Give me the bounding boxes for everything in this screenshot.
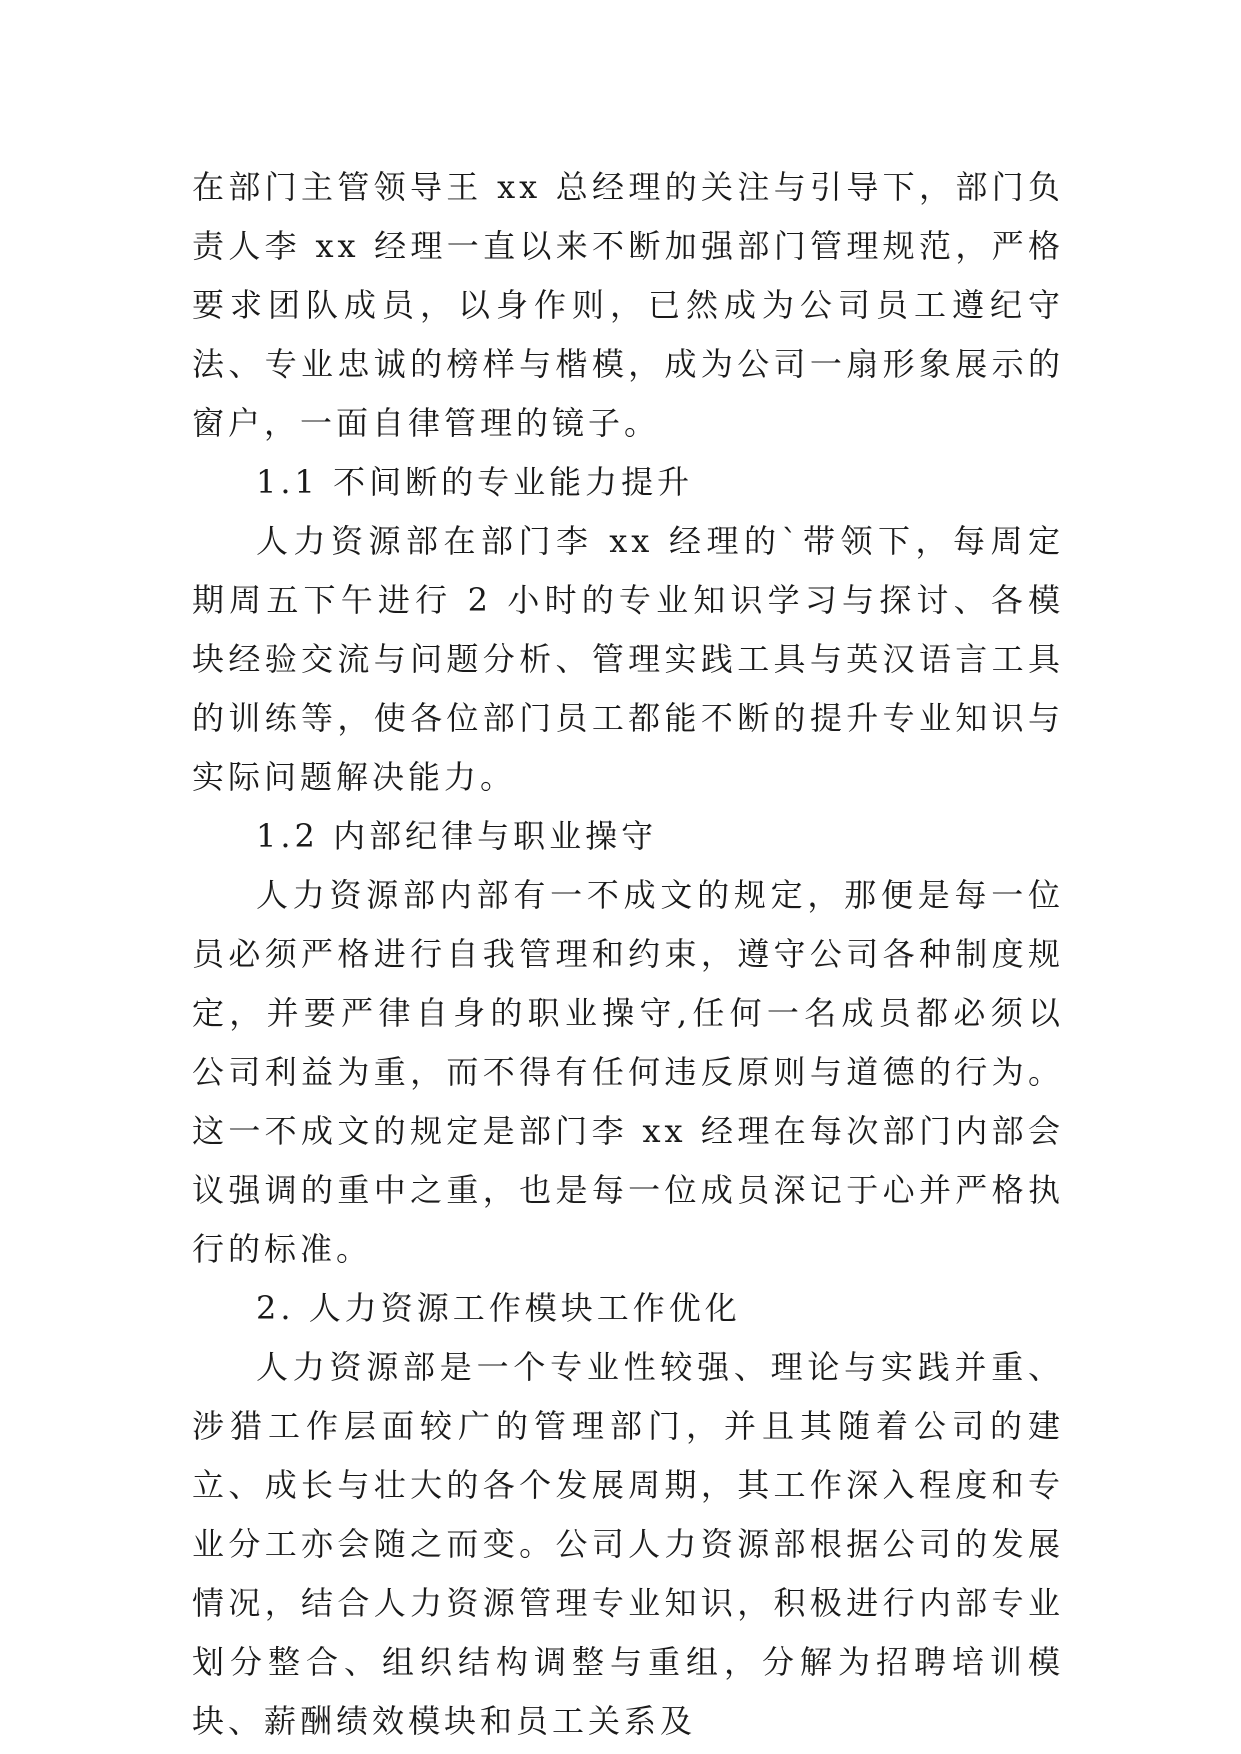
paragraph-intro: 在部门主管领导王 xx 总经理的关注与引导下，部门负责人李 xx 经理一直以来不断加强部门管理规范，严格要求团队成员，以身作则，已然成为公司员工遵纪守法、专业忠诚的榜样与楷模，成为公司一扇形象展示的窗户，一面自律管理的镜子。 xyxy=(192,168,1064,442)
section-heading-2: 2. 人力资源工作模块工作优化 xyxy=(256,1289,741,1327)
paragraph-section-1-1: 人力资源部在部门李 xx 经理的`带领下，每周定期周五下午进行 2 小时的专业知识学习与探讨、各模块经验交流与问题分析、管理实践工具与英汉语言工具的训练等，使各位部门员工都能不断的提升专业知识与实际问题解决能力。 xyxy=(192,522,1064,796)
document-body xyxy=(192,158,1064,1751)
paragraph-section-1-2: 人力资源部内部有一不成文的规定，那便是每一位员必须严格进行自我管理和约束，遵守公司各种制度规定，并要严律自身的职业操守,任何一名成员都必须以公司利益为重，而不得有任何违反原则与道德的行为。这一不成文的规定是部门李 xx 经理在每次部门内部会议强调的重中之重，也是每一位成员深记于心并严格执行的标准。 xyxy=(192,876,1064,1268)
section-heading-1-2: 1.2 内部纪律与职业操守 xyxy=(256,817,658,855)
paragraph-section-2: 人力资源部是一个专业性较强、理论与实践并重、涉猎工作层面较广的管理部门，并且其随着公司的建立、成长与壮大的各个发展周期，其工作深入程度和专业分工亦会随之而变。公司人力资源部根据公司的发展情况，结合人力资源管理专业知识，积极进行内部专业划分整合、组织结构调整与重组，分解为招聘培训模块、薪酬绩效模块和员工关系及 xyxy=(192,1348,1064,1740)
section-heading-1-1: 1.1 不间断的专业能力提升 xyxy=(256,463,694,501)
